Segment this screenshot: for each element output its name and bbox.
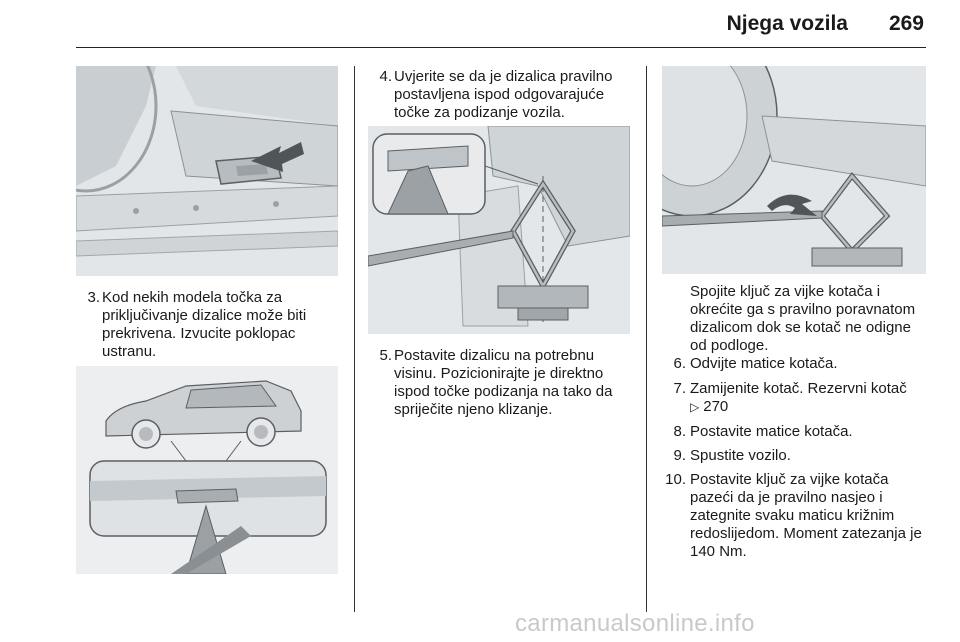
step-text: Postavite ključ za vijke kotača pazeći da je pravilno nasjeo i zategnite svaku maticu križnim redoslijedom. Moment zatezanja je 140 Nm. [690, 471, 922, 560]
page-number: 269 [888, 12, 924, 35]
step-text: Zamijenite kotač. Rezervni kotač [690, 380, 907, 397]
step-text: Spustite vozilo. [690, 447, 791, 464]
step-number: 5. [379, 347, 392, 364]
step-5 [372, 347, 634, 419]
step-text: Odvijte matice kotača. [690, 355, 838, 372]
jack-crank-figure [662, 66, 926, 274]
step-10 [662, 471, 930, 561]
step-number: 3. [87, 289, 100, 306]
step-number: 6. [673, 355, 686, 372]
step-8 [662, 423, 930, 441]
step-number: 7. [673, 380, 686, 397]
column-divider-left [354, 66, 355, 612]
cover-slide-arrow-illustration [76, 66, 338, 276]
step-7 [662, 380, 930, 416]
step-6 [662, 355, 930, 373]
column-divider-right [646, 66, 647, 612]
step-number: 10. [665, 471, 686, 488]
step-9 [662, 447, 930, 465]
watermark: carmanualsonline.info [515, 610, 755, 637]
step-number: 9. [673, 447, 686, 464]
page-header-title: Njega vozila [726, 12, 848, 35]
step-number: 4. [379, 68, 392, 85]
jack-position-figure [368, 126, 630, 334]
header-rule [76, 47, 926, 48]
car-jack-points-figure [76, 366, 338, 574]
step-text: Postavite matice kotača. [690, 423, 853, 440]
page-reference-icon: ▷ [690, 400, 700, 414]
step-text: Postavite dizalicu na potrebnu visinu. Pozicionirajte je direktno ispod točke podizanja na tako da spriječite njeno klizanje. [394, 347, 613, 418]
wheel-wrench-crank-illustration [662, 66, 926, 274]
step-4 [372, 68, 634, 122]
instruction-paragraph: Spojite ključ za vijke kotača i okrećite ga s pravilno poravnatom dizalicom dok se kotač ne odigne od podloge. [690, 283, 916, 354]
sill-cover-figure [76, 66, 338, 276]
scissor-jack-illustration [368, 126, 630, 334]
step-text: Uvjerite se da je dizalica pravilno postavljena ispod odgovarajuće točke za podizanje vozila. [394, 68, 613, 121]
step-number: 8. [673, 423, 686, 440]
car-side-jack-illustration [76, 366, 338, 574]
step-3 [80, 289, 340, 361]
page-reference-link[interactable]: 270 [703, 398, 729, 415]
step-text: Kod nekih modela točka za priključivanje dizalice može biti prekrivena. Izvucite poklopac ustranu. [102, 289, 307, 360]
